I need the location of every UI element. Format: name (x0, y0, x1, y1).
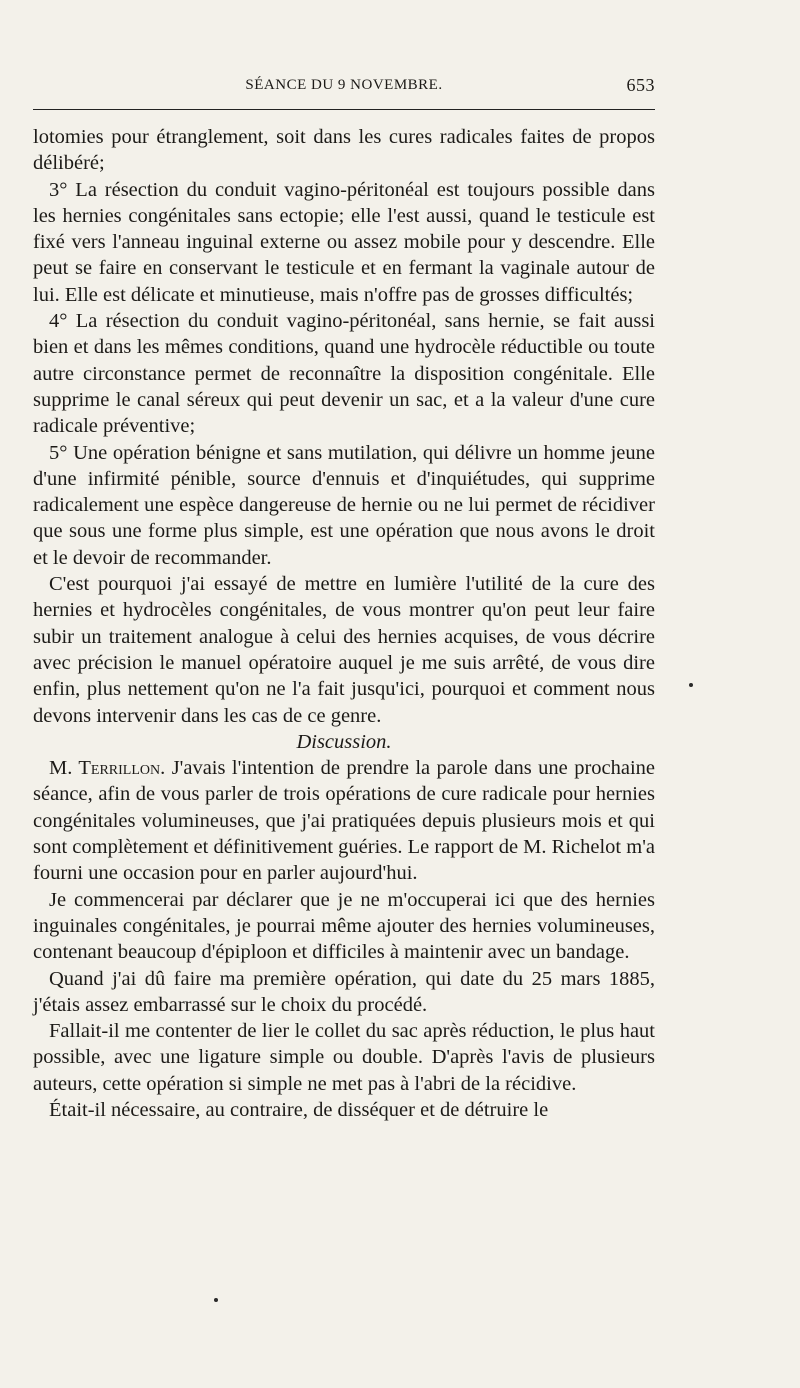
paragraph (33, 755, 655, 886)
header-title: SÉANCE DU 9 NOVEMBRE. (245, 77, 443, 93)
body-text (33, 124, 655, 1123)
paragraph: lotomies pour étranglement, soit dans les cures radicales faites de propos délibéré; (33, 126, 655, 175)
paragraph: Quand j'ai dû faire ma première opération, qui date du 25 mars 1885, j'étais assez embarrassé sur le choix du procédé. (33, 967, 655, 1016)
paragraph: 3° La résection du conduit vagino-péritonéal est toujours possible dans les hernies congénitales sans ectopie; elle l'est aussi, quand le testicule est fixé vers l'anneau inguinal externe ou assez mobile pour y descendre. Elle peut se faire en conservant le testicule et en fermant la vaginale autour de lui. Elle est délicate et minutieuse, mais n'offre pas de grosses difficultés; (33, 178, 655, 306)
paragraph: 5° Une opération bénigne et sans mutilation, qui délivre un homme jeune d'une infirmité pénible, source d'ennuis et d'inquiétudes, qui supprime radicalement une espèce dangereuse de hernie ou ne lui permet de récidiver que sous une forme plus simple, est une opération que nous avons le droit et le devoir de recommander. (33, 441, 655, 569)
paragraph: 4° La résection du conduit vagino-péritonéal, sans hernie, se fait aussi bien et dans les mêmes conditions, quand une hydrocèle réductible ou toute autre circonstance permet de reconnaître la disposition congénitale. Elle supprime le canal séreux qui peut devenir un sac, et a la valeur d'une cure radicale préventive; (33, 310, 655, 438)
speaker-name: M. Terrillon. (49, 757, 166, 780)
page-number: 653 (626, 75, 655, 95)
ink-speck (689, 683, 693, 687)
running-header (33, 73, 655, 99)
paragraph: Je commencerai par déclarer que je ne m'occuperai ici que des hernies inguinales congénitales, je pourrai même ajouter des hernies volumineuses, contenant beaucoup d'épiploon et difficiles à maintenir avec un bandage. (33, 888, 655, 964)
header-rule (33, 109, 655, 110)
paragraph: C'est pourquoi j'ai essayé de mettre en lumière l'utilité de la cure des hernies et hydrocèles congénitales, de vous montrer qu'on peut leur faire subir un traitement analogue à celui des hernies acquises, de vous décrire avec précision le manuel opératoire auquel je me suis arrêté, de vous dire enfin, plus nettement qu'on ne l'a fait jusqu'ici, pourquoi et comment nous devons intervenir dans les cas de ce genre. (33, 573, 655, 727)
paragraph: Était-il nécessaire, au contraire, de disséquer et de détruire le (49, 1098, 549, 1121)
section-heading: Discussion. (296, 730, 392, 753)
paragraph: Fallait-il me contenter de lier le collet du sac après réduction, le plus haut possible, avec une ligature simple ou double. D'après l'avis de plusieurs auteurs, cette opération si simple ne met pas à l'abri de la récidive. (33, 1020, 655, 1095)
ink-speck (214, 1298, 218, 1302)
speaker-text: J'avais l'intention de prendre la parole dans une prochaine séance, afin de vous parler de trois opérations de cure radicale pour hernies congénitales volumineuses, que j'ai pratiquées depuis plusieurs mois et qui sont complètement et définitivement guéries. Le rapport de M. Richelot m'a fourni une occasion pour en parler aujourd'hui. (33, 757, 656, 885)
